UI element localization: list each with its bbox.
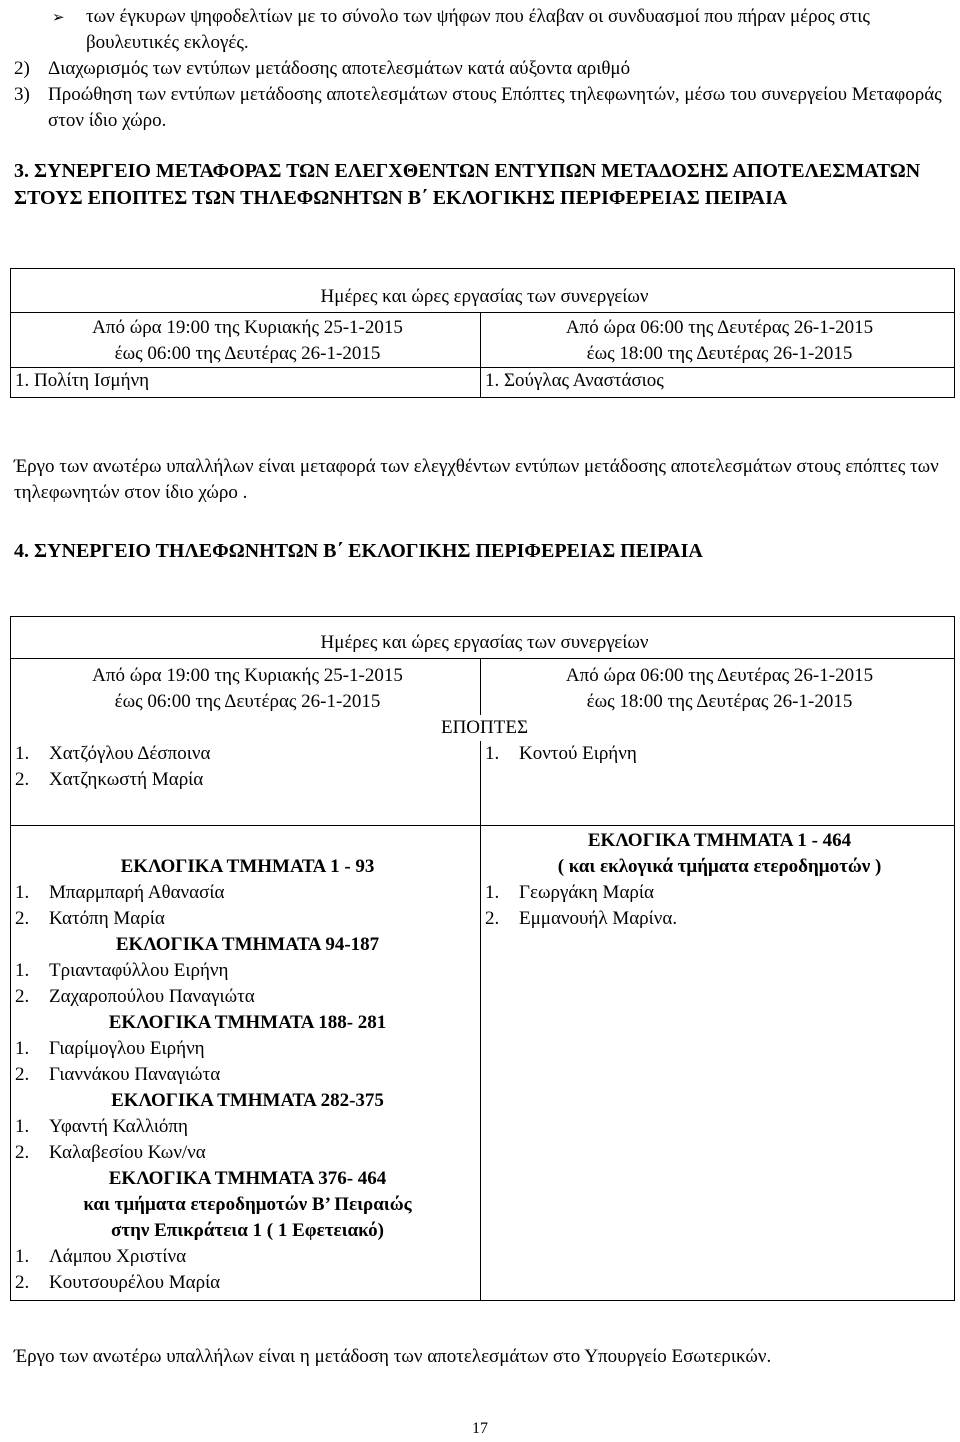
list-item: [14, 56, 954, 82]
list-item: [15, 984, 480, 1010]
list-item: [15, 1244, 480, 1270]
group-3: [15, 1010, 480, 1088]
group-title: στην Επικράτεια 1 ( 1 Εφετειακό): [111, 1219, 384, 1241]
shift-2-end: έως 18:00 της Δευτέρας 26-1-2015: [586, 343, 853, 364]
section-3-duty-text: Έργο των ανωτέρω υπαλλήλων είναι μεταφορά των ελεγχθέντων εντύπων μετάδοσης αποτελεσμάτων στους επόπτες των τηλεφωνητών στον ίδιο χώρο .: [14, 456, 939, 503]
list-item: [15, 1114, 480, 1140]
person-name: Καλαβεσίου Κων/να: [49, 1141, 206, 1163]
list-item: [15, 1062, 480, 1088]
list-item: [15, 767, 480, 793]
right-sections-cell: [481, 825, 955, 1300]
list-item: [15, 741, 480, 767]
group-title: και τμήματα ετεροδημοτών Β’ Πειραιώς: [83, 1193, 412, 1215]
steps-list: [14, 56, 954, 134]
item-number: 1.: [485, 881, 500, 903]
item-number: 2.: [485, 907, 500, 929]
item-number: 1.: [15, 959, 30, 981]
person-name: Εμμανουήλ Μαρίνα.: [519, 907, 678, 929]
list-item: [15, 1140, 480, 1166]
person-name: Ζαχαροπούλου Παναγιώτα: [49, 985, 255, 1007]
supervisors-label: ΕΠΟΠΤΕΣ: [11, 715, 955, 741]
person-name: Χατζηκωστή Μαρία: [49, 769, 204, 790]
group-1: [15, 854, 480, 932]
list-item: [15, 1036, 480, 1062]
shift-2-start: Από ώρα 06:00 της Δευτέρας 26-1-2015: [565, 317, 874, 338]
person-name: Γιαννάκου Παναγιώτα: [49, 1063, 221, 1085]
person-name: Κουτσουρέλου Μαρία: [49, 1271, 221, 1293]
shift-1-cell: [11, 659, 481, 716]
group-title: ΕΚΛΟΓΙΚΑ ΤΜΗΜΑΤΑ 94-187: [115, 933, 380, 955]
group-5: [15, 1166, 480, 1296]
shift-2-person: 1. Σούγλας Αναστάσιος: [481, 368, 955, 398]
item-number: 1.: [15, 881, 30, 903]
table-header: Ημέρες και ώρες εργασίας των συνεργείων: [11, 269, 955, 313]
shift-1-cell: [11, 313, 481, 368]
shift-2-cell: [481, 313, 955, 368]
item-number: 1.: [15, 1037, 30, 1059]
person-name: Γιαρίμογλου Ειρήνη: [49, 1037, 205, 1059]
list-item: [15, 1270, 480, 1296]
list-item: [485, 880, 954, 906]
list-item: [15, 958, 480, 984]
item-number: 2.: [15, 1063, 30, 1085]
list-item: [15, 880, 480, 906]
group-4: [15, 1088, 480, 1166]
shift-1-start: Από ώρα 19:00 της Κυριακής 25-1-2015: [92, 317, 403, 338]
item-number: 2.: [15, 1141, 30, 1163]
item-number: 1.: [15, 1245, 30, 1267]
group-title: ΕΚΛΟΓΙΚΑ ΤΜΗΜΑΤΑ 1 - 93: [120, 855, 375, 877]
shift-1-start: Από ώρα 19:00 της Κυριακής 25-1-2015: [92, 665, 403, 686]
list-item: [14, 82, 954, 134]
list-item: [485, 741, 954, 767]
group-title: ΕΚΛΟΓΙΚΑ ΤΜΗΜΑΤΑ 1 - 464: [587, 829, 852, 851]
section-4-schedule-table: [10, 616, 955, 1301]
supervisors-left: [11, 741, 481, 825]
item-number: 2.: [15, 1271, 30, 1293]
arrow-bullet-icon: ➢: [52, 8, 65, 26]
shift-1-end: έως 06:00 της Δευτέρας 26-1-2015: [114, 691, 381, 712]
list-item: [15, 906, 480, 932]
step-number: 3): [14, 84, 30, 105]
person-name: Λάμπου Χριστίνα: [49, 1245, 187, 1267]
item-number: 2.: [15, 985, 30, 1007]
person-name: Γεωργάκη Μαρία: [519, 881, 654, 903]
item-number: 2.: [15, 769, 30, 790]
item-number: 1.: [485, 743, 500, 764]
section-3-schedule-table: [10, 268, 955, 398]
item-number: 1.: [15, 743, 30, 764]
group-title: ( και εκλογικά τμήματα ετεροδημοτών ): [557, 855, 882, 877]
left-sections-cell: [11, 825, 481, 1300]
shift-2-start: Από ώρα 06:00 της Δευτέρας 26-1-2015: [565, 665, 874, 686]
group-2: [15, 932, 480, 1010]
supervisors-right: [481, 741, 955, 825]
bullet-paragraph: [52, 4, 952, 56]
bullet-text: των έγκυρων ψηφοδελτίων με το σύνολο των ψήφων που έλαβαν οι συνδυασμοί που πήραν μέρος στις βουλευτικές εκλογές.: [86, 6, 870, 53]
person-name: Κατόπη Μαρία: [49, 907, 165, 929]
person-name: Μπαρμπαρή Αθανασία: [49, 881, 225, 903]
group-title: ΕΚΛΟΓΙΚΑ ΤΜΗΜΑΤΑ 376- 464: [108, 1167, 387, 1189]
group-title: ΕΚΛΟΓΙΚΑ ΤΜΗΜΑΤΑ 188- 281: [108, 1011, 387, 1033]
table-header: Ημέρες και ώρες εργασίας των συνεργείων: [11, 617, 955, 659]
person-name: Υφαντή Καλλιόπη: [49, 1115, 188, 1137]
person-name: Τριανταφύλλου Ειρήνη: [49, 959, 229, 981]
person-name: Κοντού Ειρήνη: [519, 743, 637, 764]
section-3-title: 3. ΣΥΝΕΡΓΕΙΟ ΜΕΤΑΦΟΡΑΣ ΤΩΝ ΕΛΕΓΧΘΕΝΤΩΝ ΕΝΤΥΠΩΝ ΜΕΤΑΔΟΣΗΣ ΑΠΟΤΕΛΕΣΜΑΤΩΝ ΣΤΟΥΣ ΕΠΟΠΤΕΣ ΤΩΝ ΤΗΛΕΦΩΝΗΤΩΝ Β΄ ΕΚΛΟΓΙΚΗΣ ΠΕΡΙΦΕΡΕΙΑΣ ΠΕΙΡΑΙΑ: [14, 160, 921, 209]
group-title: ΕΚΛΟΓΙΚΑ ΤΜΗΜΑΤΑ 282-375: [111, 1089, 384, 1111]
item-number: 1.: [15, 1115, 30, 1137]
list-item: [485, 906, 954, 932]
section-4-duty-text: Έργο των ανωτέρω υπαλλήλων είναι η μετάδοση των αποτελεσμάτων στο Υπουργείο Εσωτερικών.: [14, 1346, 772, 1367]
shift-1-person: 1. Πολίτη Ισμήνη: [11, 368, 481, 398]
person-name: Χατζόγλου Δέσποινα: [49, 743, 211, 764]
step-text: Διαχωρισμός των εντύπων μετάδοσης αποτελεσμάτων κατά αύξοντα αριθμό: [48, 58, 631, 79]
page-number: 17: [472, 1420, 488, 1437]
shift-2-end: έως 18:00 της Δευτέρας 26-1-2015: [586, 691, 853, 712]
step-number: 2): [14, 58, 30, 79]
section-4-title: 4. ΣΥΝΕΡΓΕΙΟ ΤΗΛΕΦΩΝΗΤΩΝ Β΄ ΕΚΛΟΓΙΚΗΣ ΠΕΡΙΦΕΡΕΙΑΣ ΠΕΙΡΑΙΑ: [14, 540, 703, 562]
item-number: 2.: [15, 907, 30, 929]
shift-1-end: έως 06:00 της Δευτέρας 26-1-2015: [114, 343, 381, 364]
shift-2-cell: [481, 659, 955, 716]
step-text: Προώθηση των εντύπων μετάδοσης αποτελεσμάτων στους Επόπτες τηλεφωνητών, μέσω του συνεργείου Μεταφοράς στον ίδιο χώρο.: [48, 84, 942, 131]
